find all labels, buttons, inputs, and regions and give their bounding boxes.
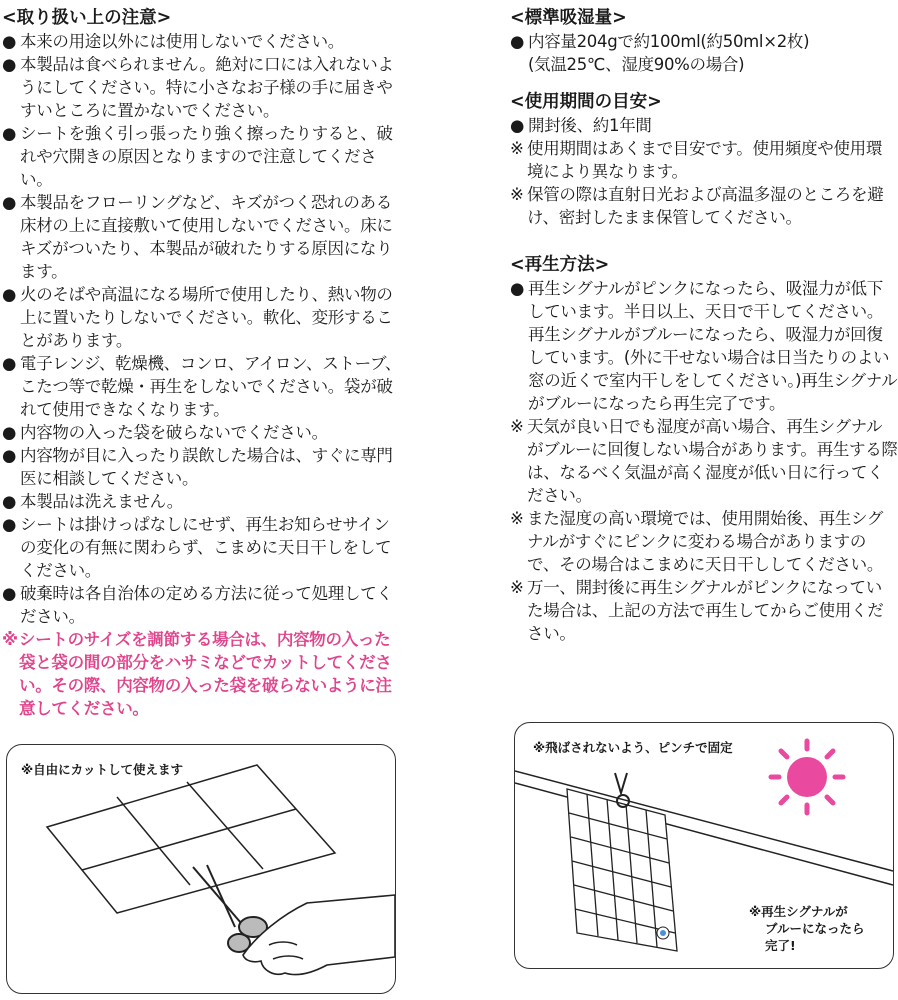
precaution-item-text: 内容物が目に入ったり誤飲した場合は、すぐに専門医に相談してください。 [20,446,393,488]
signal-caption-3: 完了! [765,938,796,953]
clip-caption: ※飛ばされないよう、ピンチで固定 [533,740,733,755]
bullet-mark: ● [2,515,17,534]
bullet-mark: ● [2,584,17,603]
absorption-item-text: 内容量204gで約100ml(約50ml×2枚) [528,32,810,51]
bullet-mark: ● [2,492,17,511]
note-mark: ※ [510,578,524,597]
bullet-mark: ● [510,116,525,135]
precaution-item-text: 本製品は洗えません。 [20,492,183,511]
regen-item-text: 再生シグナルがピンクになったら、吸湿力が低下しています。半日以上、天日で干してください。再生シグナルがブルーになったら、吸湿力が回復しています。(外に干せない場合は日当たりのよい窓の近くで室内干しをしてください。)再生シグナルがブルーになったら再生完了です。 [528,279,898,413]
precaution-item-text: 破棄時は各自治体の定める方法に従って処理してください。 [20,584,393,626]
regen-item [510,277,898,415]
regen-item [510,576,898,645]
signal-icon [657,927,669,939]
period-item [510,137,898,183]
bullet-mark: ● [510,279,525,298]
period-item-text: 開封後、約1年間 [528,116,652,135]
regen-item-text: 天気が良い日でも湿度が高い場合、再生シグナルがブルーに回復しない場合があります。再生する際は、なるべく気温が高く湿度が低い日に行ってください。 [527,417,898,505]
precaution-item [2,490,402,513]
precaution-item-text: 電子レンジ、乾燥機、コンロ、アイロン、ストーブ、こたつ等で乾燥・再生をしないでください。袋が破れて使用できなくなります。 [20,354,402,419]
precaution-item [2,421,402,444]
regen-item [510,415,898,507]
signal-caption-1: ※再生シグナルが [749,904,848,919]
cut-illustration [6,744,396,994]
bullet-mark: ● [2,423,17,442]
signal-caption-2: ブルーになったら [765,921,865,936]
precaution-item [2,444,402,490]
absorption-heading: <標準吸湿量> [510,8,627,28]
precaution-item [2,30,402,53]
regen-item-text: また湿度の高い環境では、使用開始後、再生シグナルがすぐにピンクに変わる場合がありますので、その場合はこまめに天日干ししてください。 [527,509,884,574]
bullet-mark: ● [2,32,17,51]
absorption-item-text: (気温25℃、湿度90%の場合) [528,55,745,74]
size-adjust-note [2,628,402,720]
absorption-item [510,30,898,53]
drying-illustration [514,722,894,969]
regen-item-text: 万一、開封後に再生シグナルがピンクになっていた場合は、上記の方法で再生してからご使用ください。 [527,578,884,643]
precaution-item [2,283,402,352]
precaution-item-text: 内容物の入った袋を破らないでください。 [20,423,328,442]
note-mark: ※ [510,417,524,436]
clothespin-icon [615,773,629,807]
precaution-item-text: 本来の用途以外には使用しないでください。 [20,32,345,51]
bullet-mark: ● [2,285,17,304]
bullet-mark: ● [2,55,17,74]
precaution-item-text: 本製品は食べられません。絶対に口には入れないようにしてください。特に小さなお子様の手に届きやすいところに置かないでください。 [20,55,394,120]
sun-icon [771,741,843,813]
bullet-mark: ● [510,32,525,51]
precautions-heading: <取り扱い上の注意> [2,8,172,28]
period-list [510,114,898,229]
precaution-item-text: シートは掛けっぱなしにせず、再生お知らせサインの変化の有無に関わらず、こまめに天日干しをしてください。 [20,515,392,580]
hand-icon [243,895,395,975]
size-adjust-note-text: シートのサイズを調節する場合は、内容物の入った袋と袋の間の部分をハサミなどでカットしてください。その際、内容物の入った袋を破らないように注意してください。 [19,630,392,718]
bullet-mark: ● [2,124,17,143]
bullet-mark [510,53,528,76]
period-item [510,114,898,137]
precautions-list [2,30,402,628]
precaution-item [2,582,402,628]
precaution-item-text: 本製品をフローリングなど、キズがつく恐れのある床材の上に直接敷いて使用しないでください。床にキズがついたり、本製品が破れたりする原因になります。 [20,193,393,281]
hanging-sheet [567,789,677,951]
absorption-item [510,53,898,76]
regen-list [510,277,898,645]
period-item [510,183,898,229]
note-mark: ※ [2,630,18,649]
cut-caption: ※自由にカットして使えます [21,762,184,777]
precautions-section [2,6,402,720]
bullet-mark: ● [2,446,17,465]
precaution-item [2,122,402,191]
precaution-item [2,191,402,283]
precaution-item [2,53,402,122]
regen-heading: <再生方法> [510,255,610,275]
precaution-item-text: 火のそばや高温になる場所で使用したり、熱い物の上に置いたりしないでください。軟化、変形することがあります。 [20,285,393,350]
regen-item [510,507,898,576]
period-item-text: 使用期間はあくまで目安です。使用頻度や使用環境により異なります。 [527,139,883,181]
absorption-list [510,30,898,76]
note-mark: ※ [510,139,524,158]
cut-sheet-drawing [7,745,395,993]
period-heading: <使用期間の目安> [510,92,662,112]
precaution-item-text: シートを強く引っ張ったり強く擦ったりすると、破れや穴開きの原因となりますので注意してください。 [20,124,393,189]
bullet-mark: ● [2,193,17,212]
note-mark: ※ [510,509,524,528]
bullet-mark: ● [2,354,17,373]
precaution-item [2,513,402,582]
precaution-item [2,352,402,421]
right-column [510,6,898,645]
note-mark: ※ [510,185,524,204]
period-item-text: 保管の際は直射日光および高温多湿のところを避け、密封したまま保管してください。 [527,185,884,227]
